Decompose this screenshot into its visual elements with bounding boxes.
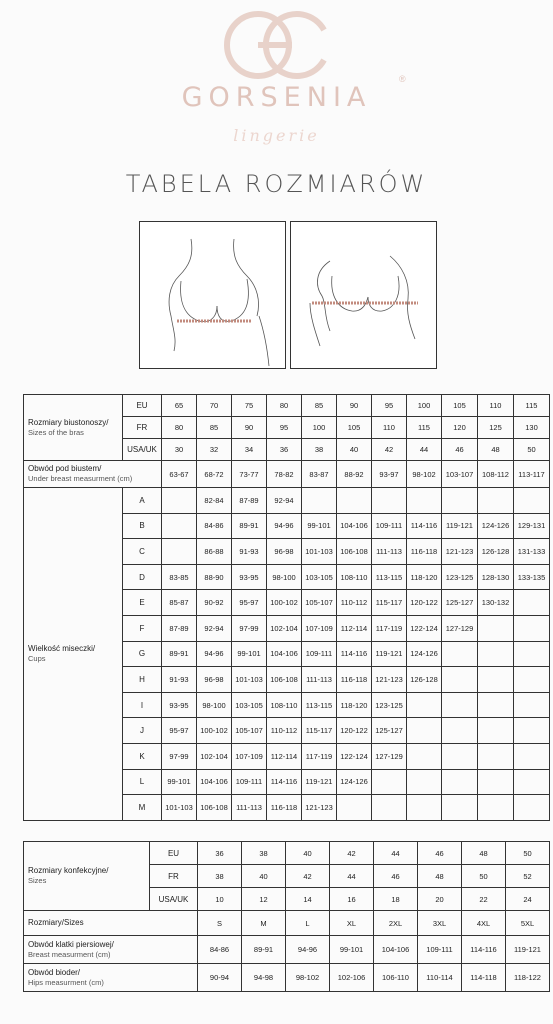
clothing-size-table xyxy=(23,841,550,992)
cup-range-cell: 100-102 xyxy=(267,590,302,616)
cup-range-cell: 119-121 xyxy=(372,641,407,667)
cup-range-cell xyxy=(478,667,514,693)
bra-size-cell: 46 xyxy=(442,439,478,461)
bra-size-cell: 85 xyxy=(197,417,232,439)
cup-range-cell xyxy=(478,488,514,514)
cup-range-cell: 101-103 xyxy=(302,539,337,565)
cup-range-cell: 127-129 xyxy=(442,615,478,641)
cup-range-cell xyxy=(302,488,337,514)
cups-label xyxy=(24,488,123,821)
cup-range-cell xyxy=(478,615,514,641)
cup-range-cell: 115-117 xyxy=(302,718,337,744)
cup-range-cell xyxy=(407,769,442,795)
clothing-size-cell: 22 xyxy=(462,888,506,911)
clothing-size-row xyxy=(24,842,550,865)
bra-size-cell: 44 xyxy=(407,439,442,461)
cup-range-cell xyxy=(162,513,197,539)
letter-sizes-cell: S xyxy=(198,911,242,936)
cup-range-cell xyxy=(478,718,514,744)
hips-measure-cell: 118-122 xyxy=(506,964,550,992)
cup-range-cell: 107-109 xyxy=(302,615,337,641)
clothing-size-cell: 44 xyxy=(330,865,374,888)
cup-range-cell: 92-94 xyxy=(197,615,232,641)
cup-range-cell: 106-108 xyxy=(337,539,372,565)
cup-range-cell xyxy=(407,743,442,769)
cup-letter: B xyxy=(123,513,162,539)
bra-size-cell: 100 xyxy=(302,417,337,439)
cup-range-cell: 115-117 xyxy=(372,590,407,616)
cup-range-cell: 130-132 xyxy=(478,590,514,616)
cup-range-cell: 105-107 xyxy=(302,590,337,616)
cup-range-cell: 117-119 xyxy=(302,743,337,769)
bra-size-cell: 80 xyxy=(162,417,197,439)
under-breast-measure-illustration xyxy=(139,221,286,369)
under-breast-label-en: Under breast measurment (cm) xyxy=(28,474,133,483)
cup-range-cell: 92-94 xyxy=(267,488,302,514)
cup-range-cell: 112-114 xyxy=(267,743,302,769)
under-breast-cell: 113-117 xyxy=(514,461,550,488)
bra-size-cell: 80 xyxy=(267,395,302,417)
cup-range-cell xyxy=(442,795,478,821)
under-breast-cell: 98-102 xyxy=(407,461,442,488)
clothing-size-cell: 14 xyxy=(286,888,330,911)
letter-sizes-cell: 5XL xyxy=(506,911,550,936)
bra-size-cell: 38 xyxy=(302,439,337,461)
size-system-label: EU xyxy=(123,395,162,417)
cup-range-cell xyxy=(337,795,372,821)
cup-range-cell: 98-100 xyxy=(267,564,302,590)
clothing-size-cell: 44 xyxy=(374,842,418,865)
cup-range-cell xyxy=(514,667,550,693)
hips-measure-label xyxy=(24,964,198,992)
cup-range-cell xyxy=(514,615,550,641)
clothing-size-cell: 24 xyxy=(506,888,550,911)
cup-letter: F xyxy=(123,615,162,641)
letter-sizes-cell: L xyxy=(286,911,330,936)
bra-size-cell: 50 xyxy=(514,439,550,461)
letter-sizes-cell: 3XL xyxy=(418,911,462,936)
cup-range-cell: 105-107 xyxy=(232,718,267,744)
hips-measure-cell: 106-110 xyxy=(374,964,418,992)
clothing-size-cell: 50 xyxy=(462,865,506,888)
bra-size-cell: 42 xyxy=(372,439,407,461)
cup-range-cell: 95-97 xyxy=(162,718,197,744)
cup-range-cell xyxy=(514,488,550,514)
bra-size-cell: 105 xyxy=(442,395,478,417)
bra-size-cell: 32 xyxy=(197,439,232,461)
cup-range-cell: 104-106 xyxy=(197,769,232,795)
cup-range-cell: 123-125 xyxy=(442,564,478,590)
cup-range-cell: 106-108 xyxy=(267,667,302,693)
hips-measure-label-en: Hips measurment (cm) xyxy=(28,977,104,987)
clothing-size-cell: 48 xyxy=(462,842,506,865)
cup-row xyxy=(24,488,550,514)
cup-range-cell: 87-89 xyxy=(162,615,197,641)
cup-range-cell: 109-111 xyxy=(232,769,267,795)
cup-letter: G xyxy=(123,641,162,667)
cup-range-cell: 102-104 xyxy=(267,615,302,641)
cup-range-cell xyxy=(442,667,478,693)
cup-range-cell: 93-95 xyxy=(232,564,267,590)
breast-measure-cell: 94-96 xyxy=(286,936,330,964)
bra-size-cell: 90 xyxy=(337,395,372,417)
bra-size-cell: 70 xyxy=(197,395,232,417)
hips-measure-cell: 90-94 xyxy=(198,964,242,992)
clothing-size-cell: 42 xyxy=(286,865,330,888)
cup-range-cell xyxy=(442,769,478,795)
clothing-size-cell: 50 xyxy=(506,842,550,865)
cups-label-pl: Wielkość miseczki/ xyxy=(28,643,96,653)
cup-range-cell: 125-127 xyxy=(442,590,478,616)
clothing-size-cell: 36 xyxy=(198,842,242,865)
cup-letter: I xyxy=(123,692,162,718)
cup-range-cell: 126-128 xyxy=(478,539,514,565)
cup-range-cell: 119-121 xyxy=(302,769,337,795)
cup-letter: M xyxy=(123,795,162,821)
cup-range-cell: 99-101 xyxy=(232,641,267,667)
cup-range-cell: 111-113 xyxy=(232,795,267,821)
cup-range-cell: 84-86 xyxy=(197,513,232,539)
cup-range-cell: 110-112 xyxy=(267,718,302,744)
bust-measure-illustration xyxy=(290,221,437,369)
brand-name: GORSENIA xyxy=(181,82,372,113)
cup-letter: A xyxy=(123,488,162,514)
clothing-sizes-label-en: Sizes xyxy=(28,876,47,885)
clothing-sizes-label-pl: Rozmiary konfekcyjne/ xyxy=(28,866,109,875)
under-breast-row xyxy=(24,461,550,488)
cup-range-cell: 123-125 xyxy=(372,692,407,718)
bra-size-cell: 100 xyxy=(407,395,442,417)
letter-sizes-label-pl: Rozmiary/ xyxy=(28,918,65,927)
cup-range-cell: 94-96 xyxy=(197,641,232,667)
letter-sizes-label xyxy=(24,911,198,936)
cup-range-cell: 95-97 xyxy=(232,590,267,616)
cup-range-cell xyxy=(162,488,197,514)
bra-size-cell: 75 xyxy=(232,395,267,417)
cup-range-cell xyxy=(372,795,407,821)
cup-range-cell: 107-109 xyxy=(232,743,267,769)
hips-measure-row xyxy=(24,964,550,992)
bra-size-cell: 40 xyxy=(337,439,372,461)
hips-measure-cell: 102-106 xyxy=(330,964,374,992)
cup-range-cell: 101-103 xyxy=(232,667,267,693)
cup-range-cell: 86-88 xyxy=(197,539,232,565)
size-system-label: FR xyxy=(150,865,198,888)
breast-measure-cell: 104-106 xyxy=(374,936,418,964)
under-breast-cell: 73-77 xyxy=(232,461,267,488)
cup-range-cell xyxy=(514,769,550,795)
cup-range-cell: 112-114 xyxy=(337,615,372,641)
under-breast-cell: 103-107 xyxy=(442,461,478,488)
size-system-label: EU xyxy=(150,842,198,865)
bra-size-cell: 30 xyxy=(162,439,197,461)
cup-range-cell xyxy=(514,692,550,718)
bra-size-cell: 95 xyxy=(372,395,407,417)
cup-range-cell: 124-126 xyxy=(407,641,442,667)
cup-range-cell: 87-89 xyxy=(232,488,267,514)
cup-range-cell: 121-123 xyxy=(372,667,407,693)
size-system-label: USA/UK xyxy=(150,888,198,911)
clothing-size-cell: 16 xyxy=(330,888,374,911)
cup-range-cell: 114-116 xyxy=(267,769,302,795)
clothing-size-cell: 10 xyxy=(198,888,242,911)
cup-range-cell: 125-127 xyxy=(372,718,407,744)
bra-size-cell: 130 xyxy=(514,417,550,439)
cup-range-cell: 108-110 xyxy=(337,564,372,590)
clothing-size-cell: 48 xyxy=(418,865,462,888)
cup-range-cell: 121-123 xyxy=(442,539,478,565)
cup-range-cell xyxy=(514,590,550,616)
under-breast-cell: 83-87 xyxy=(302,461,337,488)
bra-size-cell: 90 xyxy=(232,417,267,439)
under-breast-label xyxy=(24,461,162,488)
breast-measure-label-en: Breast measurment (cm) xyxy=(28,949,111,959)
cup-letter: H xyxy=(123,667,162,693)
letter-sizes-row xyxy=(24,911,550,936)
letter-sizes-cell: 2XL xyxy=(374,911,418,936)
cup-range-cell: 121-123 xyxy=(302,795,337,821)
cup-range-cell: 91-93 xyxy=(162,667,197,693)
cups-label-en: Cups xyxy=(28,653,46,663)
cup-range-cell: 116-118 xyxy=(337,667,372,693)
cup-range-cell: 104-106 xyxy=(267,641,302,667)
cup-range-cell: 129-131 xyxy=(514,513,550,539)
cup-range-cell: 111-113 xyxy=(372,539,407,565)
clothing-size-cell: 38 xyxy=(242,842,286,865)
cup-range-cell: 96-98 xyxy=(267,539,302,565)
cup-range-cell: 96-98 xyxy=(197,667,232,693)
bra-sizes-label-en: Sizes of the bras xyxy=(28,427,84,437)
bra-size-cell: 105 xyxy=(337,417,372,439)
bra-size-cell: 85 xyxy=(302,395,337,417)
cup-range-cell: 99-101 xyxy=(302,513,337,539)
cup-range-cell: 93-95 xyxy=(162,692,197,718)
cup-range-cell xyxy=(337,488,372,514)
cup-range-cell: 83-85 xyxy=(162,564,197,590)
cup-range-cell: 113-115 xyxy=(372,564,407,590)
under-breast-cell: 68-72 xyxy=(197,461,232,488)
cup-range-cell: 109-111 xyxy=(302,641,337,667)
cup-range-cell xyxy=(478,641,514,667)
cup-range-cell: 100-102 xyxy=(197,718,232,744)
cup-range-cell: 122-124 xyxy=(407,615,442,641)
cup-range-cell xyxy=(442,488,478,514)
cup-range-cell: 122-124 xyxy=(337,743,372,769)
cup-range-cell xyxy=(442,692,478,718)
letter-sizes-cell: M xyxy=(242,911,286,936)
cup-range-cell: 133-135 xyxy=(514,564,550,590)
cup-range-cell: 97-99 xyxy=(162,743,197,769)
cup-range-cell: 94-96 xyxy=(267,513,302,539)
clothing-size-cell: 52 xyxy=(506,865,550,888)
bra-size-cell: 125 xyxy=(478,417,514,439)
clothing-size-cell: 18 xyxy=(374,888,418,911)
cup-range-cell xyxy=(478,743,514,769)
cup-range-cell xyxy=(407,795,442,821)
cup-range-cell: 114-116 xyxy=(407,513,442,539)
cup-range-cell: 89-91 xyxy=(162,641,197,667)
cup-range-cell: 106-108 xyxy=(197,795,232,821)
under-breast-label-pl: Obwód pod biustem/ xyxy=(28,464,102,473)
bra-size-cell: 115 xyxy=(514,395,550,417)
bra-size-cell: 110 xyxy=(372,417,407,439)
breast-measure-label xyxy=(24,936,198,964)
bra-size-cell: 65 xyxy=(162,395,197,417)
cup-range-cell xyxy=(478,795,514,821)
bra-size-cell: 95 xyxy=(267,417,302,439)
bra-size-cell: 110 xyxy=(478,395,514,417)
size-system-label: USA/UK xyxy=(123,439,162,461)
cup-letter: D xyxy=(123,564,162,590)
cup-range-cell xyxy=(514,743,550,769)
cup-range-cell: 89-91 xyxy=(232,513,267,539)
cup-range-cell xyxy=(442,718,478,744)
breast-measure-row xyxy=(24,936,550,964)
cup-letter: J xyxy=(123,718,162,744)
breast-measure-cell: 109-111 xyxy=(418,936,462,964)
clothing-size-cell: 12 xyxy=(242,888,286,911)
under-breast-cell: 88-92 xyxy=(337,461,372,488)
breast-measure-cell: 99-101 xyxy=(330,936,374,964)
cup-range-cell: 98-100 xyxy=(197,692,232,718)
clothing-size-cell: 40 xyxy=(242,865,286,888)
cup-range-cell: 99-101 xyxy=(162,769,197,795)
bra-size-cell: 115 xyxy=(407,417,442,439)
cup-range-cell: 120-122 xyxy=(407,590,442,616)
cup-range-cell: 128-130 xyxy=(478,564,514,590)
letter-sizes-cell: 4XL xyxy=(462,911,506,936)
breast-measure-cell: 119-121 xyxy=(506,936,550,964)
bra-size-cell: 120 xyxy=(442,417,478,439)
breast-measure-label-pl: Obwód klatki piersiowej/ xyxy=(28,939,114,949)
clothing-size-cell: 20 xyxy=(418,888,462,911)
clothing-size-cell: 42 xyxy=(330,842,374,865)
cup-range-cell: 101-103 xyxy=(162,795,197,821)
cup-range-cell: 91-93 xyxy=(232,539,267,565)
bra-size-table xyxy=(23,394,550,821)
under-breast-cell: 78-82 xyxy=(267,461,302,488)
hips-measure-cell: 110-114 xyxy=(418,964,462,992)
cup-range-cell xyxy=(372,488,407,514)
cup-range-cell: 116-118 xyxy=(407,539,442,565)
hips-measure-cell: 94-98 xyxy=(242,964,286,992)
cup-range-cell: 108-110 xyxy=(267,692,302,718)
under-breast-cell: 63-67 xyxy=(162,461,197,488)
cup-range-cell: 88-90 xyxy=(197,564,232,590)
cup-range-cell xyxy=(372,769,407,795)
bra-size-row xyxy=(24,395,550,417)
clothing-size-cell: 46 xyxy=(418,842,462,865)
cup-range-cell: 118-120 xyxy=(407,564,442,590)
cup-range-cell xyxy=(162,539,197,565)
cup-range-cell: 82-84 xyxy=(197,488,232,514)
cup-range-cell: 103-105 xyxy=(302,564,337,590)
cup-range-cell: 114-116 xyxy=(337,641,372,667)
cup-letter: C xyxy=(123,539,162,565)
cup-range-cell: 127-129 xyxy=(372,743,407,769)
hips-measure-label-pl: Obwód bioder/ xyxy=(28,967,81,977)
cup-range-cell xyxy=(442,641,478,667)
cup-range-cell: 116-118 xyxy=(267,795,302,821)
cup-range-cell xyxy=(514,795,550,821)
cup-range-cell: 119-121 xyxy=(442,513,478,539)
cup-range-cell: 126-128 xyxy=(407,667,442,693)
clothing-sizes-label xyxy=(24,842,150,911)
cup-range-cell: 104-106 xyxy=(337,513,372,539)
letter-sizes-cell: XL xyxy=(330,911,374,936)
brand-tagline: lingerie xyxy=(233,126,320,145)
under-breast-cell: 93-97 xyxy=(372,461,407,488)
cup-range-cell: 90-92 xyxy=(197,590,232,616)
bra-size-cell: 48 xyxy=(478,439,514,461)
cup-range-cell xyxy=(407,718,442,744)
registered-mark: ® xyxy=(399,74,406,84)
hips-measure-cell: 114-118 xyxy=(462,964,506,992)
cup-range-cell xyxy=(514,641,550,667)
cup-range-cell xyxy=(478,769,514,795)
size-system-label: FR xyxy=(123,417,162,439)
breast-measure-cell: 89-91 xyxy=(242,936,286,964)
bra-size-cell: 36 xyxy=(267,439,302,461)
clothing-size-cell: 38 xyxy=(198,865,242,888)
cup-range-cell xyxy=(442,743,478,769)
under-breast-cell: 108-112 xyxy=(478,461,514,488)
page-title: TABELA ROZMIARÓW xyxy=(125,170,428,198)
cup-range-cell: 85-87 xyxy=(162,590,197,616)
clothing-size-cell: 40 xyxy=(286,842,330,865)
cup-range-cell: 124-126 xyxy=(337,769,372,795)
cup-range-cell xyxy=(478,692,514,718)
cup-range-cell: 103-105 xyxy=(232,692,267,718)
cup-range-cell xyxy=(514,718,550,744)
cup-range-cell xyxy=(407,488,442,514)
cup-range-cell: 124-126 xyxy=(478,513,514,539)
cup-range-cell: 131-133 xyxy=(514,539,550,565)
cup-range-cell: 111-113 xyxy=(302,667,337,693)
breast-measure-cell: 114-116 xyxy=(462,936,506,964)
cup-range-cell: 118-120 xyxy=(337,692,372,718)
cup-range-cell: 113-115 xyxy=(302,692,337,718)
clothing-size-cell: 46 xyxy=(374,865,418,888)
bra-size-cell: 34 xyxy=(232,439,267,461)
hips-measure-cell: 98-102 xyxy=(286,964,330,992)
cup-range-cell xyxy=(407,692,442,718)
cup-range-cell: 109-111 xyxy=(372,513,407,539)
bra-sizes-label-pl: Rozmiary biustonoszy/ xyxy=(28,417,109,427)
cup-range-cell: 97-99 xyxy=(232,615,267,641)
cup-range-cell: 120-122 xyxy=(337,718,372,744)
bra-sizes-label xyxy=(24,395,123,461)
cup-letter: L xyxy=(123,769,162,795)
letter-sizes-label-en: Sizes xyxy=(64,918,84,927)
cup-range-cell: 110-112 xyxy=(337,590,372,616)
cup-letter: E xyxy=(123,590,162,616)
cup-range-cell: 117-119 xyxy=(372,615,407,641)
cup-range-cell: 102-104 xyxy=(197,743,232,769)
breast-measure-cell: 84-86 xyxy=(198,936,242,964)
cup-letter: K xyxy=(123,743,162,769)
